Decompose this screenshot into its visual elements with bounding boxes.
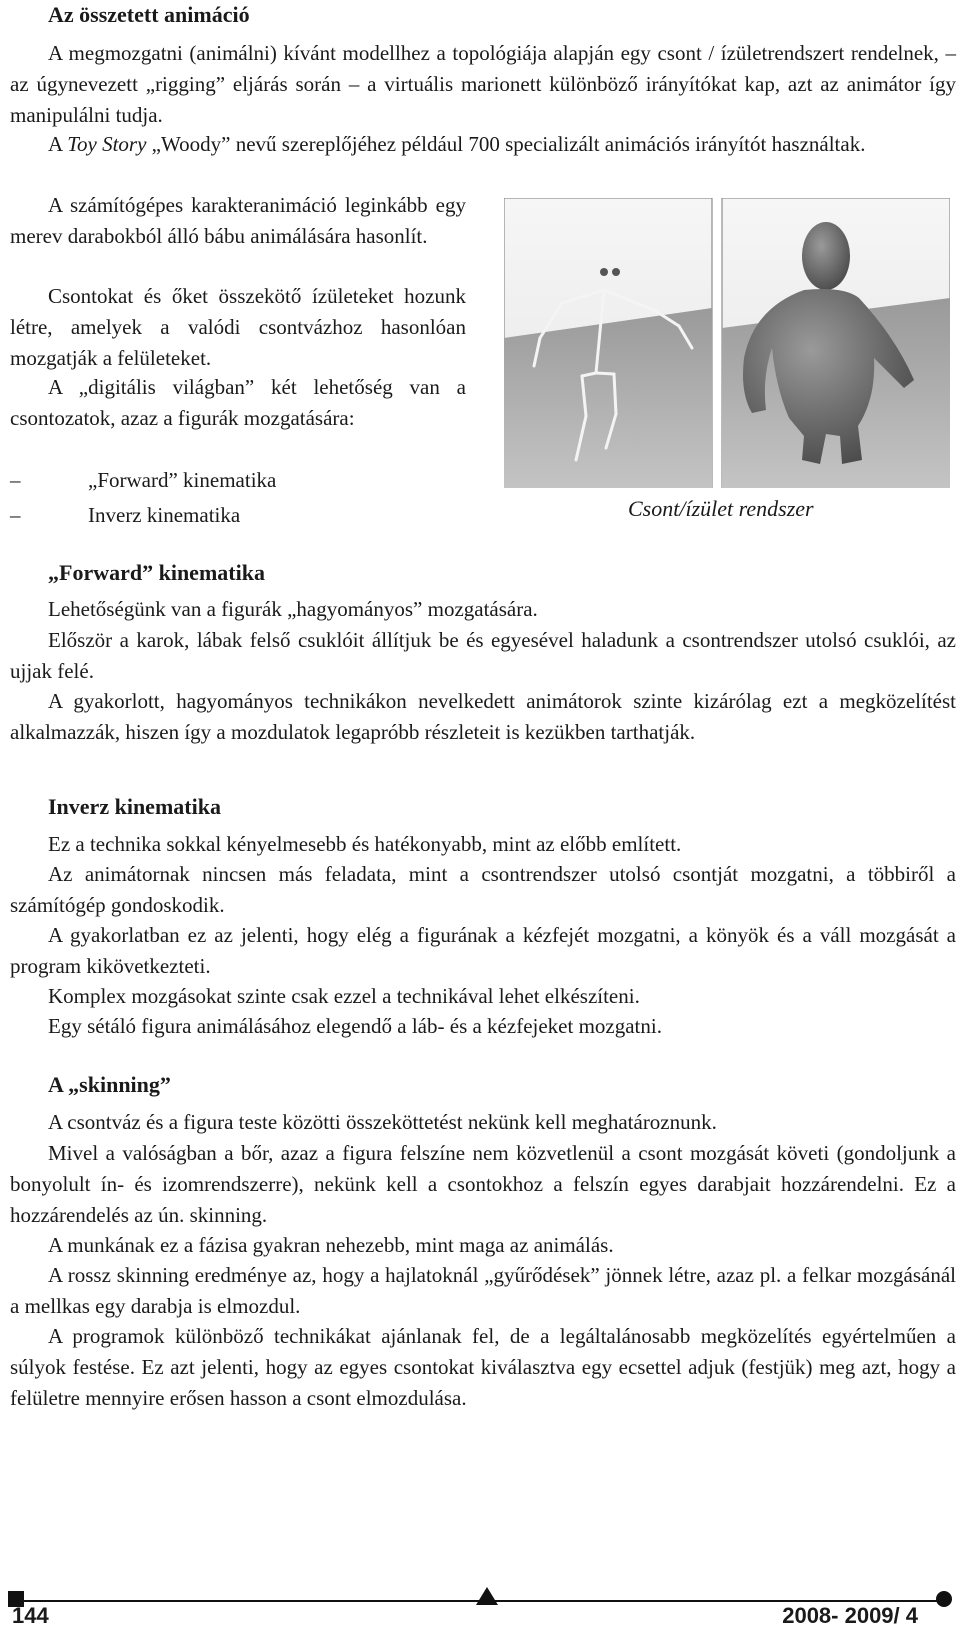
list-item-forward-label: „Forward” kinematika [88, 468, 277, 492]
paragraph-inverz-1 [10, 829, 956, 860]
section-title-forward-kinematika: „Forward” kinematika [48, 560, 265, 585]
paragraph-csontok [10, 281, 466, 374]
paragraph-karakteranimacio-text: A számítógépes karakteranimáció leginkább egy merev darabokból álló bábu animálására hasonlít. [10, 193, 466, 248]
paragraph-rigging [10, 38, 956, 131]
paragraph-forward-2-text: Először a karok, lábak felső csuklóit állítjuk be és egyesével haladunk a csontrendszer utolsó csuklói, az ujjak felé. [10, 628, 956, 683]
paragraph-digitalis-vilag-text: A „digitális világban” két lehetőség van a csontozatok, azaz a figurák mozgatására: [10, 375, 466, 430]
paragraph-rigging-text: A megmozgatni (animálni) kívánt modellhez a topológiája alapján egy csont / ízületrendszert rendelnek, – az úgynevezett „rigging” eljárás során – a virtuális marionett különböző irányítókat kap, azt az animátor így manipulálni tudja. [10, 41, 956, 127]
character-panel [722, 198, 950, 488]
page-number: 144 [12, 1603, 49, 1628]
paragraph-inverz-4-text: Komplex mozgásokat szinte csak ezzel a technikával lehet elkészíteni. [48, 984, 640, 1008]
paragraph-inverz-5-text: Egy sétáló figura animálásához elegendő a láb- és a kézfejeket mozgatni. [48, 1014, 662, 1038]
paragraph-forward-1 [10, 594, 956, 625]
toy-story-title: Toy Story [67, 132, 147, 156]
dash-bullet: – [10, 468, 21, 492]
paragraph-skinning-3 [10, 1230, 956, 1261]
footer-circle-marker [936, 1591, 952, 1607]
paragraph-karakteranimacio [10, 190, 466, 252]
paragraph-skinning-3-text: A munkának ez a fázisa gyakran nehezebb, mint maga az animálás. [48, 1233, 614, 1257]
paragraph-inverz-1-text: Ez a technika sokkal kényelmesebb és hatékonyabb, mint az előbb említett. [48, 832, 682, 856]
paragraph-inverz-3-text: A gyakorlatban ez az jelenti, hogy elég a figurának a kézfejét mozgatni, a könyök és a váll mozgását a program kikövetkezteti. [10, 923, 956, 978]
paragraph-forward-2 [10, 625, 956, 687]
paragraph-skinning-5 [10, 1321, 956, 1414]
paragraph-inverz-2-text: Az animátornak nincsen más feladata, mint a csontrendszer utolsó csontját mozgatni, a többiről a számítógép gondoskodik. [10, 862, 956, 917]
paragraph-toy-story-pre: A [48, 132, 68, 156]
paragraph-skinning-1 [10, 1107, 956, 1138]
list-item-inverz [10, 500, 240, 531]
paragraph-skinning-4-text: A rossz skinning eredménye az, hogy a hajlatoknál „gyűrődések” jönnek létre, azaz pl. a felkar mozgásánál a mellkas egy darabja is elmozdul. [10, 1263, 956, 1318]
section-title-inverz-kinematika: Inverz kinematika [48, 794, 221, 819]
section-title-skinning: A „skinning” [48, 1072, 171, 1097]
paragraph-inverz-4 [10, 981, 956, 1012]
skeleton-panel [504, 198, 712, 488]
section-title-osszetett-animacio: Az összetett animáció [48, 2, 250, 27]
paragraph-toy-story-post: „Woody” nevű szereplőjéhez például 700 specializált animációs irányítót használtak. [146, 132, 866, 156]
footer-triangle-marker [476, 1587, 498, 1605]
paragraph-forward-3 [10, 686, 956, 748]
paragraph-forward-1-text: Lehetőségünk van a figurák „hagyományos” mozgatására. [48, 597, 538, 621]
list-item-inverz-label: Inverz kinematika [88, 503, 241, 527]
skeleton-illustration [504, 198, 950, 488]
paragraph-inverz-5 [10, 1011, 956, 1042]
paragraph-inverz-2 [10, 859, 956, 921]
dash-bullet: – [10, 503, 21, 527]
paragraph-inverz-3 [10, 920, 956, 982]
paragraph-skinning-2-text: Mivel a valóságban a bőr, azaz a figura felszíne nem közvetlenül a csont mozgását követi (gondoljunk a bonyolult ín- és izomrendszerre), nekünk kell a csontokhoz a felszín egyes darabjait hozzárendelni. Ez a hozzárendelés az ún. skinning. [10, 1141, 956, 1227]
issue-number: 2008- 2009/ 4 [782, 1603, 918, 1628]
paragraph-forward-3-text: A gyakorlott, hagyományos technikákon nevelkedett animátorok szinte kizárólag ezt a megközelítést alkalmazzák, hiszen így a mozdulatok legapróbb részleteit is kezükben tarthatják. [10, 689, 956, 744]
paragraph-skinning-1-text: A csontváz és a figura teste közötti összeköttetést nekünk kell meghatároznunk. [48, 1110, 717, 1134]
skeleton-figure-image [504, 198, 950, 488]
paragraph-skinning-4 [10, 1260, 956, 1322]
paragraph-csontok-text: Csontokat és őket összekötő ízületeket hozunk létre, amelyek a valódi csontvázhoz hasonlóan mozgatják a felületeket. [10, 284, 466, 370]
paragraph-skinning-2 [10, 1138, 956, 1231]
paragraph-toy-story [10, 129, 956, 160]
paragraph-digitalis-vilag [10, 372, 466, 434]
list-item-forward [10, 465, 276, 496]
paragraph-skinning-5-text: A programok különböző technikákat ajánlanak fel, de a legáltalánosabb megközelítés egyértelműen a súlyok festése. Ez azt jelenti, hogy az egyes csontokat kiválasztva egy ecsettel adjuk (festjük) meg azt, hogy a felületre mennyire erősen hasson a csont elmozdulása. [10, 1324, 956, 1410]
figure-caption: Csont/ízület rendszer [628, 496, 814, 521]
